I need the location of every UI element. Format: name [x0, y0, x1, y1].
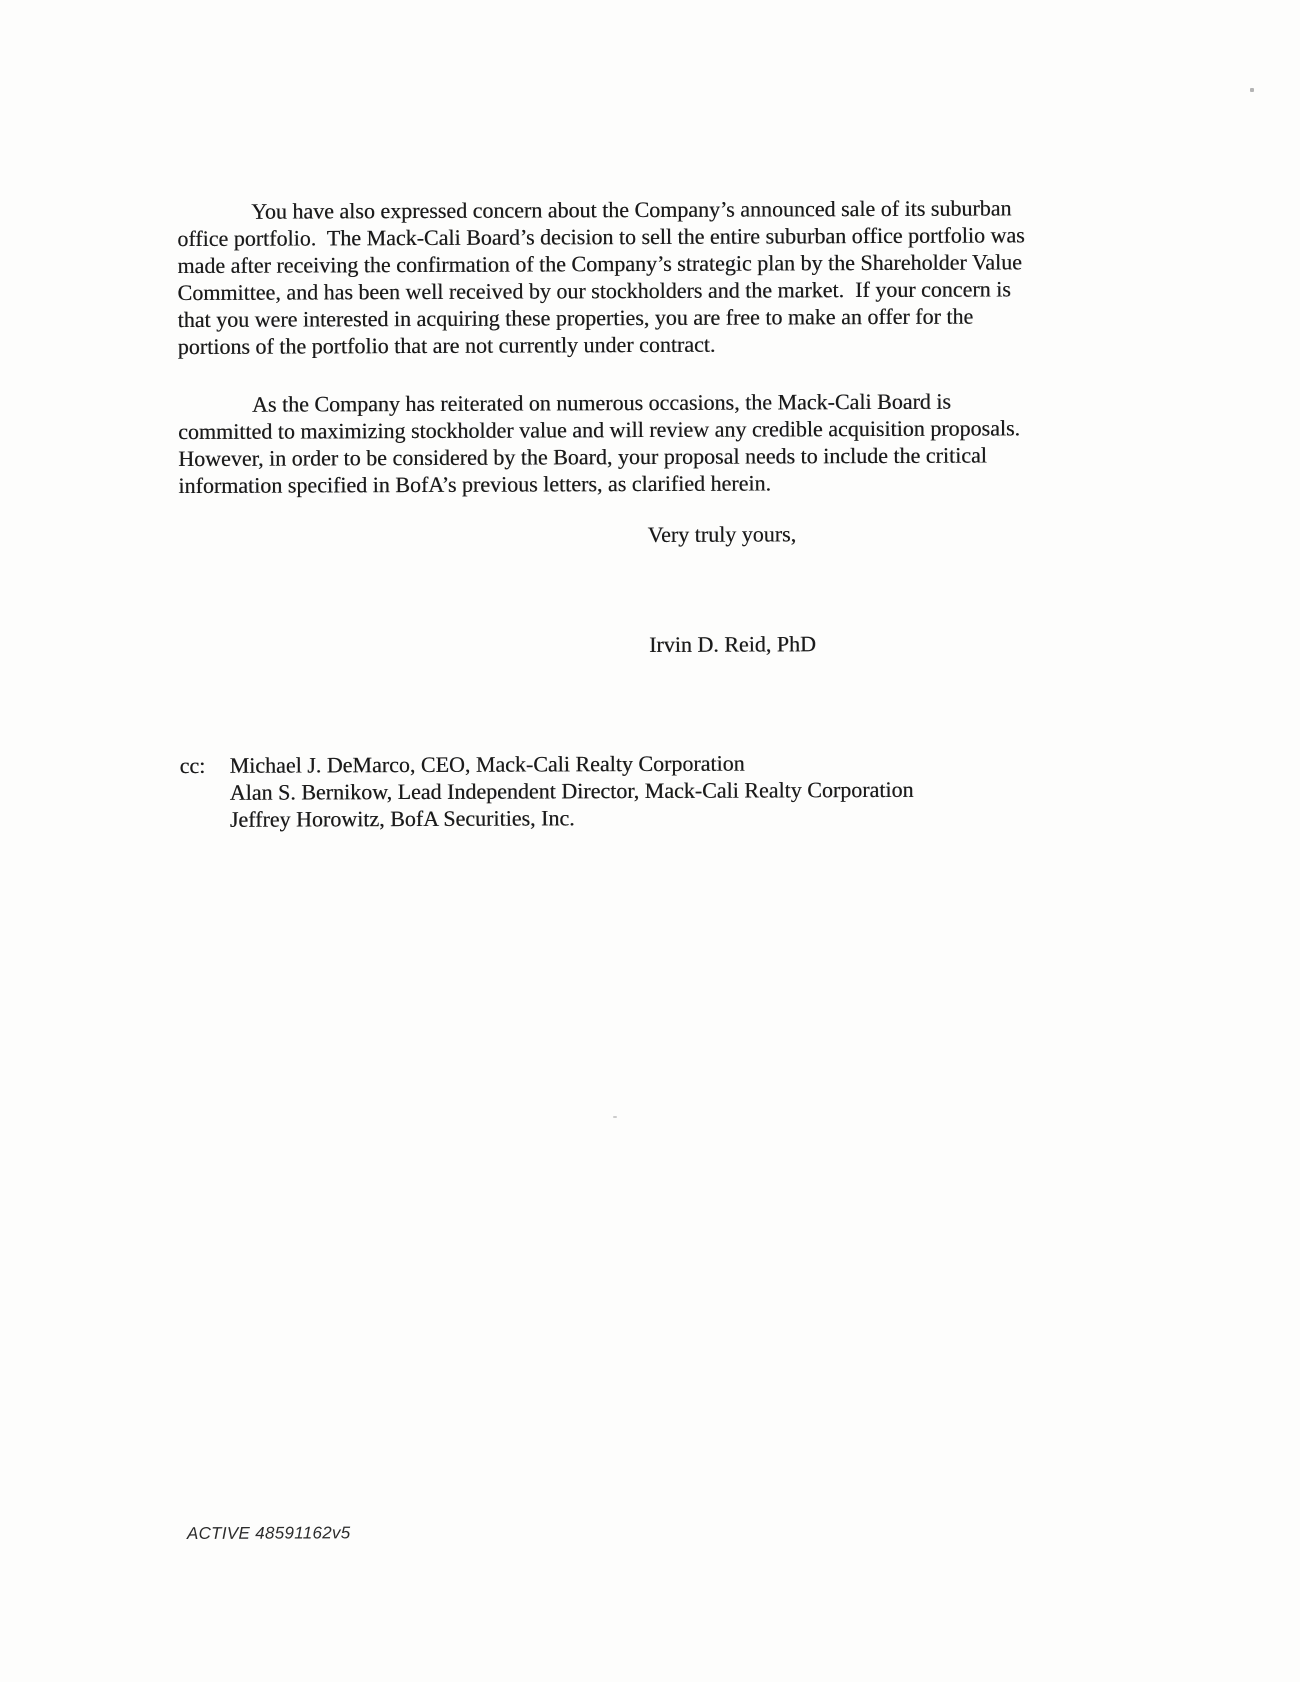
paragraph-line: made after receiving the confirmation of the Company’s strategic plan by the Shareholder Value	[177, 249, 1022, 279]
cc-recipient: Jeffrey Horowitz, BofA Securities, Inc.	[229, 805, 575, 832]
paragraph-line: information specified in BofA’s previous letters, as clarified herein.	[178, 470, 772, 499]
paragraph-line: You have also expressed concern about the Company’s announced sale of its suburban	[251, 195, 1012, 224]
scan-speck	[1250, 88, 1254, 92]
cc-block	[180, 749, 914, 833]
paragraph-line: that you were interested in acquiring these properties, you are free to make an offer for the	[177, 303, 974, 333]
paragraph-line: Committee, and has been well received by our stockholders and the market. If your concern is	[177, 276, 1011, 306]
paragraph-line: As the Company has reiterated on numerous occasions, the Mack-Cali Board is	[251, 388, 952, 417]
document-stamp: ACTIVE 48591162v5	[186, 1523, 351, 1543]
closing-salutation: Very truly yours,	[647, 521, 797, 547]
paragraph-line: However, in order to be considered by the Board, your proposal needs to include the critical	[178, 442, 987, 472]
letter-paragraph-1	[177, 194, 1025, 360]
paragraph-line: office portfolio. The Mack-Cali Board’s decision to sell the entire suburban office portfolio was	[177, 222, 1025, 252]
paragraph-line: committed to maximizing stockholder value and will review any credible acquisition proposals.	[178, 415, 1021, 445]
letter-paragraph-2	[178, 387, 1020, 499]
cc-recipient: Michael J. DeMarco, CEO, Mack-Cali Realty Corporation	[229, 750, 745, 778]
paragraph-line: portions of the portfolio that are not currently under contract.	[177, 331, 716, 360]
cc-recipient-list	[230, 749, 914, 833]
cc-recipient: Alan S. Bernikow, Lead Independent Director, Mack-Cali Realty Corporation	[229, 776, 914, 805]
cc-label: cc:	[179, 752, 206, 779]
scan-speck	[613, 1116, 617, 1118]
signature-name: Irvin D. Reid, PhD	[649, 631, 816, 657]
